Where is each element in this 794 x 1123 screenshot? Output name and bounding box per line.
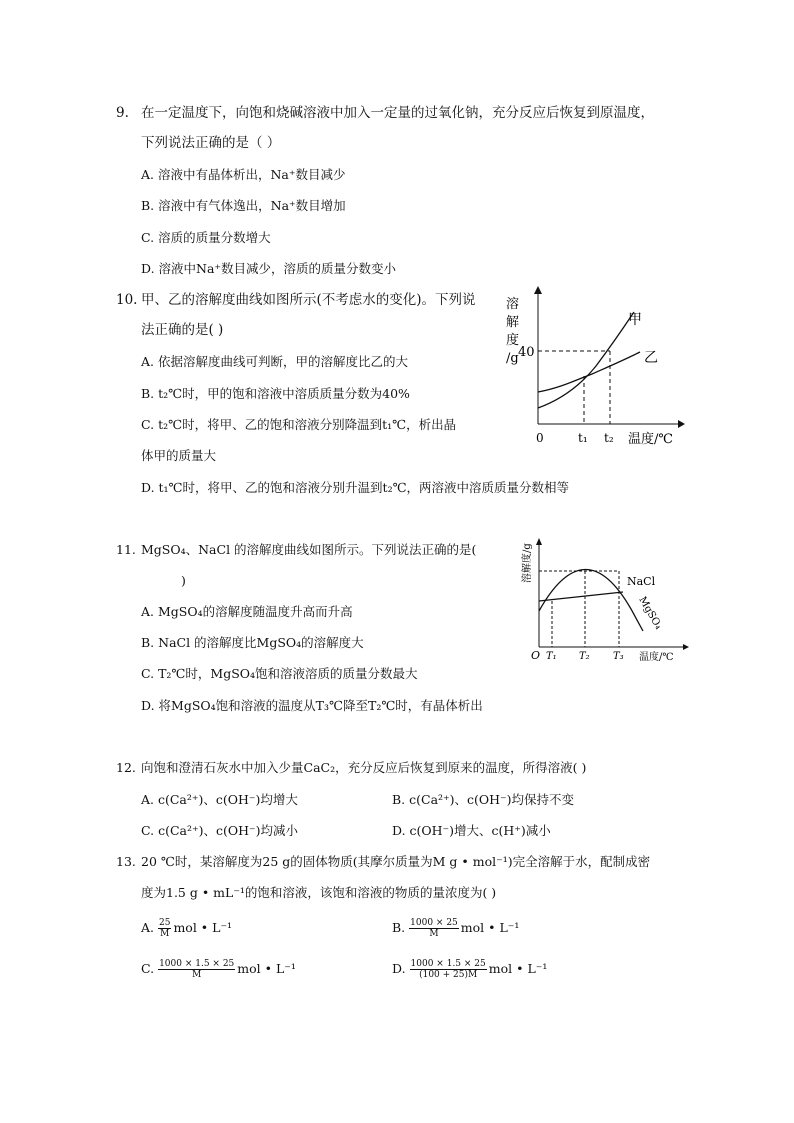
q13-option-b-unit: mol • L⁻¹	[460, 920, 520, 935]
q10-curve-yi	[538, 352, 640, 392]
q13-option-d	[392, 959, 547, 980]
q12-option-c: C. c(Ca²⁺)、c(OH⁻)均减小	[141, 823, 298, 838]
q10-ylabel-2: 解	[506, 315, 520, 330]
q10-option-c: C. t₂℃时，将甲、乙的饱和溶液分别降温到t₁℃，析出晶	[141, 417, 457, 432]
q13-stem-line2: 度为1.5 g • mL⁻¹的饱和溶液，该饱和溶液的物质的量浓度为( )	[141, 885, 497, 900]
q10-ylabel-1: 溶	[506, 297, 520, 312]
q13-option-a	[141, 918, 232, 939]
q13-option-b-denominator: M	[429, 929, 439, 939]
q13-option-c	[141, 959, 296, 980]
q13-number: 13.	[116, 854, 136, 869]
q11-y-axis-arrow	[536, 538, 542, 545]
q10-label-yi: 乙	[644, 350, 658, 366]
q13-option-a-label: A.	[141, 920, 155, 935]
q11-option-d: D. 将MgSO₄饱和溶液的温度从T₃℃降至T₂℃时，有晶体析出	[141, 698, 483, 713]
q11-ylabel: 溶解度/g	[522, 543, 533, 583]
q13-option-d-unit: mol • L⁻¹	[488, 961, 548, 976]
q11-x-tick-T1: T₁	[546, 651, 557, 662]
q12-option-a: A. c(Ca²⁺)、c(OH⁻)均增大	[141, 792, 298, 807]
q13-option-d-fraction	[410, 959, 487, 980]
q11-stem-line2: )	[181, 573, 186, 588]
q10-label-jia: 甲	[628, 312, 642, 328]
q13-option-b-label: B.	[392, 920, 406, 935]
q10-stem-line1: 甲、乙的溶解度曲线如图所示(不考虑水的变化)。下列说	[141, 292, 476, 308]
q12-number: 12.	[116, 760, 136, 775]
q9-option-d: D. 溶液中Na⁺数目减少，溶质的质量分数变小	[141, 261, 397, 276]
q10-xlabel: 温度/℃	[628, 432, 673, 447]
q9-option-c: C. 溶质的质量分数增大	[141, 230, 271, 245]
q10-option-c-cont: 体甲的质量大	[141, 448, 217, 463]
q11-stem-line1: MgSO₄、NaCl 的溶解度曲线如图所示。下列说法正确的是(	[141, 542, 477, 557]
q10-y-tick-40: 40	[518, 345, 535, 360]
q10-curve-jia	[538, 312, 634, 408]
q10-y-axis-arrow	[534, 286, 542, 294]
q11-x-tick-T3: T₃	[613, 651, 624, 662]
q13-option-d-numerator: 1000 × 1.5 × 25	[410, 959, 486, 969]
q13-option-d-denominator: (100 + 25)M	[419, 970, 478, 980]
q11-x-tick-T2: T₂	[579, 651, 590, 662]
q9-stem-line2: 下列说法正确的是（ ）	[141, 135, 281, 151]
q9-option-b: B. 溶液中有气体逸出，Na⁺数目增加	[141, 198, 346, 213]
q13-stem-line1: 20 ℃时，某溶解度为25 g的固体物质(其摩尔质量为M g • mol⁻¹)完全溶解于水，配制成密	[141, 854, 651, 869]
q10-ylabel-4: /g	[506, 351, 519, 366]
q11-curve-nacl	[539, 592, 623, 601]
q10-origin: 0	[536, 431, 544, 445]
q10-x-axis-arrow	[678, 420, 685, 428]
q13-option-d-label: D.	[392, 961, 406, 976]
q10-stem-line2: 法正确的是( )	[141, 322, 224, 338]
q13-option-c-unit: mol • L⁻¹	[237, 961, 296, 976]
q9-stem-line1: 在一定温度下，向饱和烧碱溶液中加入一定量的过氧化钠，充分反应后恢复到原温度，	[141, 105, 654, 121]
q10-x-tick-t2: t₂	[604, 431, 614, 445]
q12-option-d: D. c(OH⁻)增大、c(H⁺)减小	[392, 823, 551, 838]
q13-option-b-fraction	[409, 918, 459, 939]
q13-option-a-denominator: M	[160, 929, 170, 939]
q10-option-b: B. t₂℃时，甲的饱和溶液中溶质质量分数为40%	[141, 386, 410, 401]
q11-option-c: C. T₂℃时，MgSO₄饱和溶液溶质的质量分数最大	[141, 666, 418, 681]
q11-x-axis-arrow	[683, 644, 689, 650]
q10-solubility-chart	[500, 284, 685, 454]
q10-option-a: A. 依据溶解度曲线可判断，甲的溶解度比乙的大	[141, 354, 408, 369]
q13-option-a-fraction	[158, 918, 171, 939]
q11-option-a: A. MgSO₄的溶解度随温度升高而升高	[141, 604, 353, 619]
q10-number: 10.	[116, 292, 138, 308]
q11-label-nacl: NaCl	[627, 575, 656, 588]
q13-option-b-numerator: 1000 × 25	[410, 918, 458, 928]
q9-option-a: A. 溶液中有晶体析出，Na⁺数目减少	[141, 167, 346, 182]
q13-option-b	[392, 918, 519, 939]
q11-number: 11.	[116, 542, 136, 557]
q11-label-mgso4: MgSO₄	[636, 595, 664, 632]
q10-ylabel-3: 度	[506, 333, 520, 348]
q11-solubility-chart	[515, 535, 695, 665]
q11-xlabel: 温度/℃	[639, 652, 674, 663]
q10-x-tick-t1: t₁	[578, 431, 588, 445]
q13-option-a-numerator: 25	[159, 918, 171, 928]
q10-option-d: D. t₁℃时，将甲、乙的饱和溶液分别升温到t₂℃，两溶液中溶质质量分数相等	[141, 480, 570, 495]
q9-number: 9.	[116, 105, 129, 121]
q13-option-c-label: C.	[141, 961, 155, 976]
q11-option-b: B. NaCl 的溶解度比MgSO₄的溶解度大	[141, 635, 364, 650]
q13-option-c-fraction	[158, 959, 235, 980]
q12-option-b: B. c(Ca²⁺)、c(OH⁻)均保持不变	[392, 792, 575, 807]
q13-option-a-unit: mol • L⁻¹	[173, 920, 233, 935]
q11-origin: O	[531, 649, 541, 662]
q13-option-c-denominator: M	[192, 970, 202, 980]
q13-option-c-numerator: 1000 × 1.5 × 25	[159, 959, 235, 969]
q12-stem: 向饱和澄清石灰水中加入少量CaC₂，充分反应后恢复到原来的温度，所得溶液( )	[141, 760, 587, 775]
